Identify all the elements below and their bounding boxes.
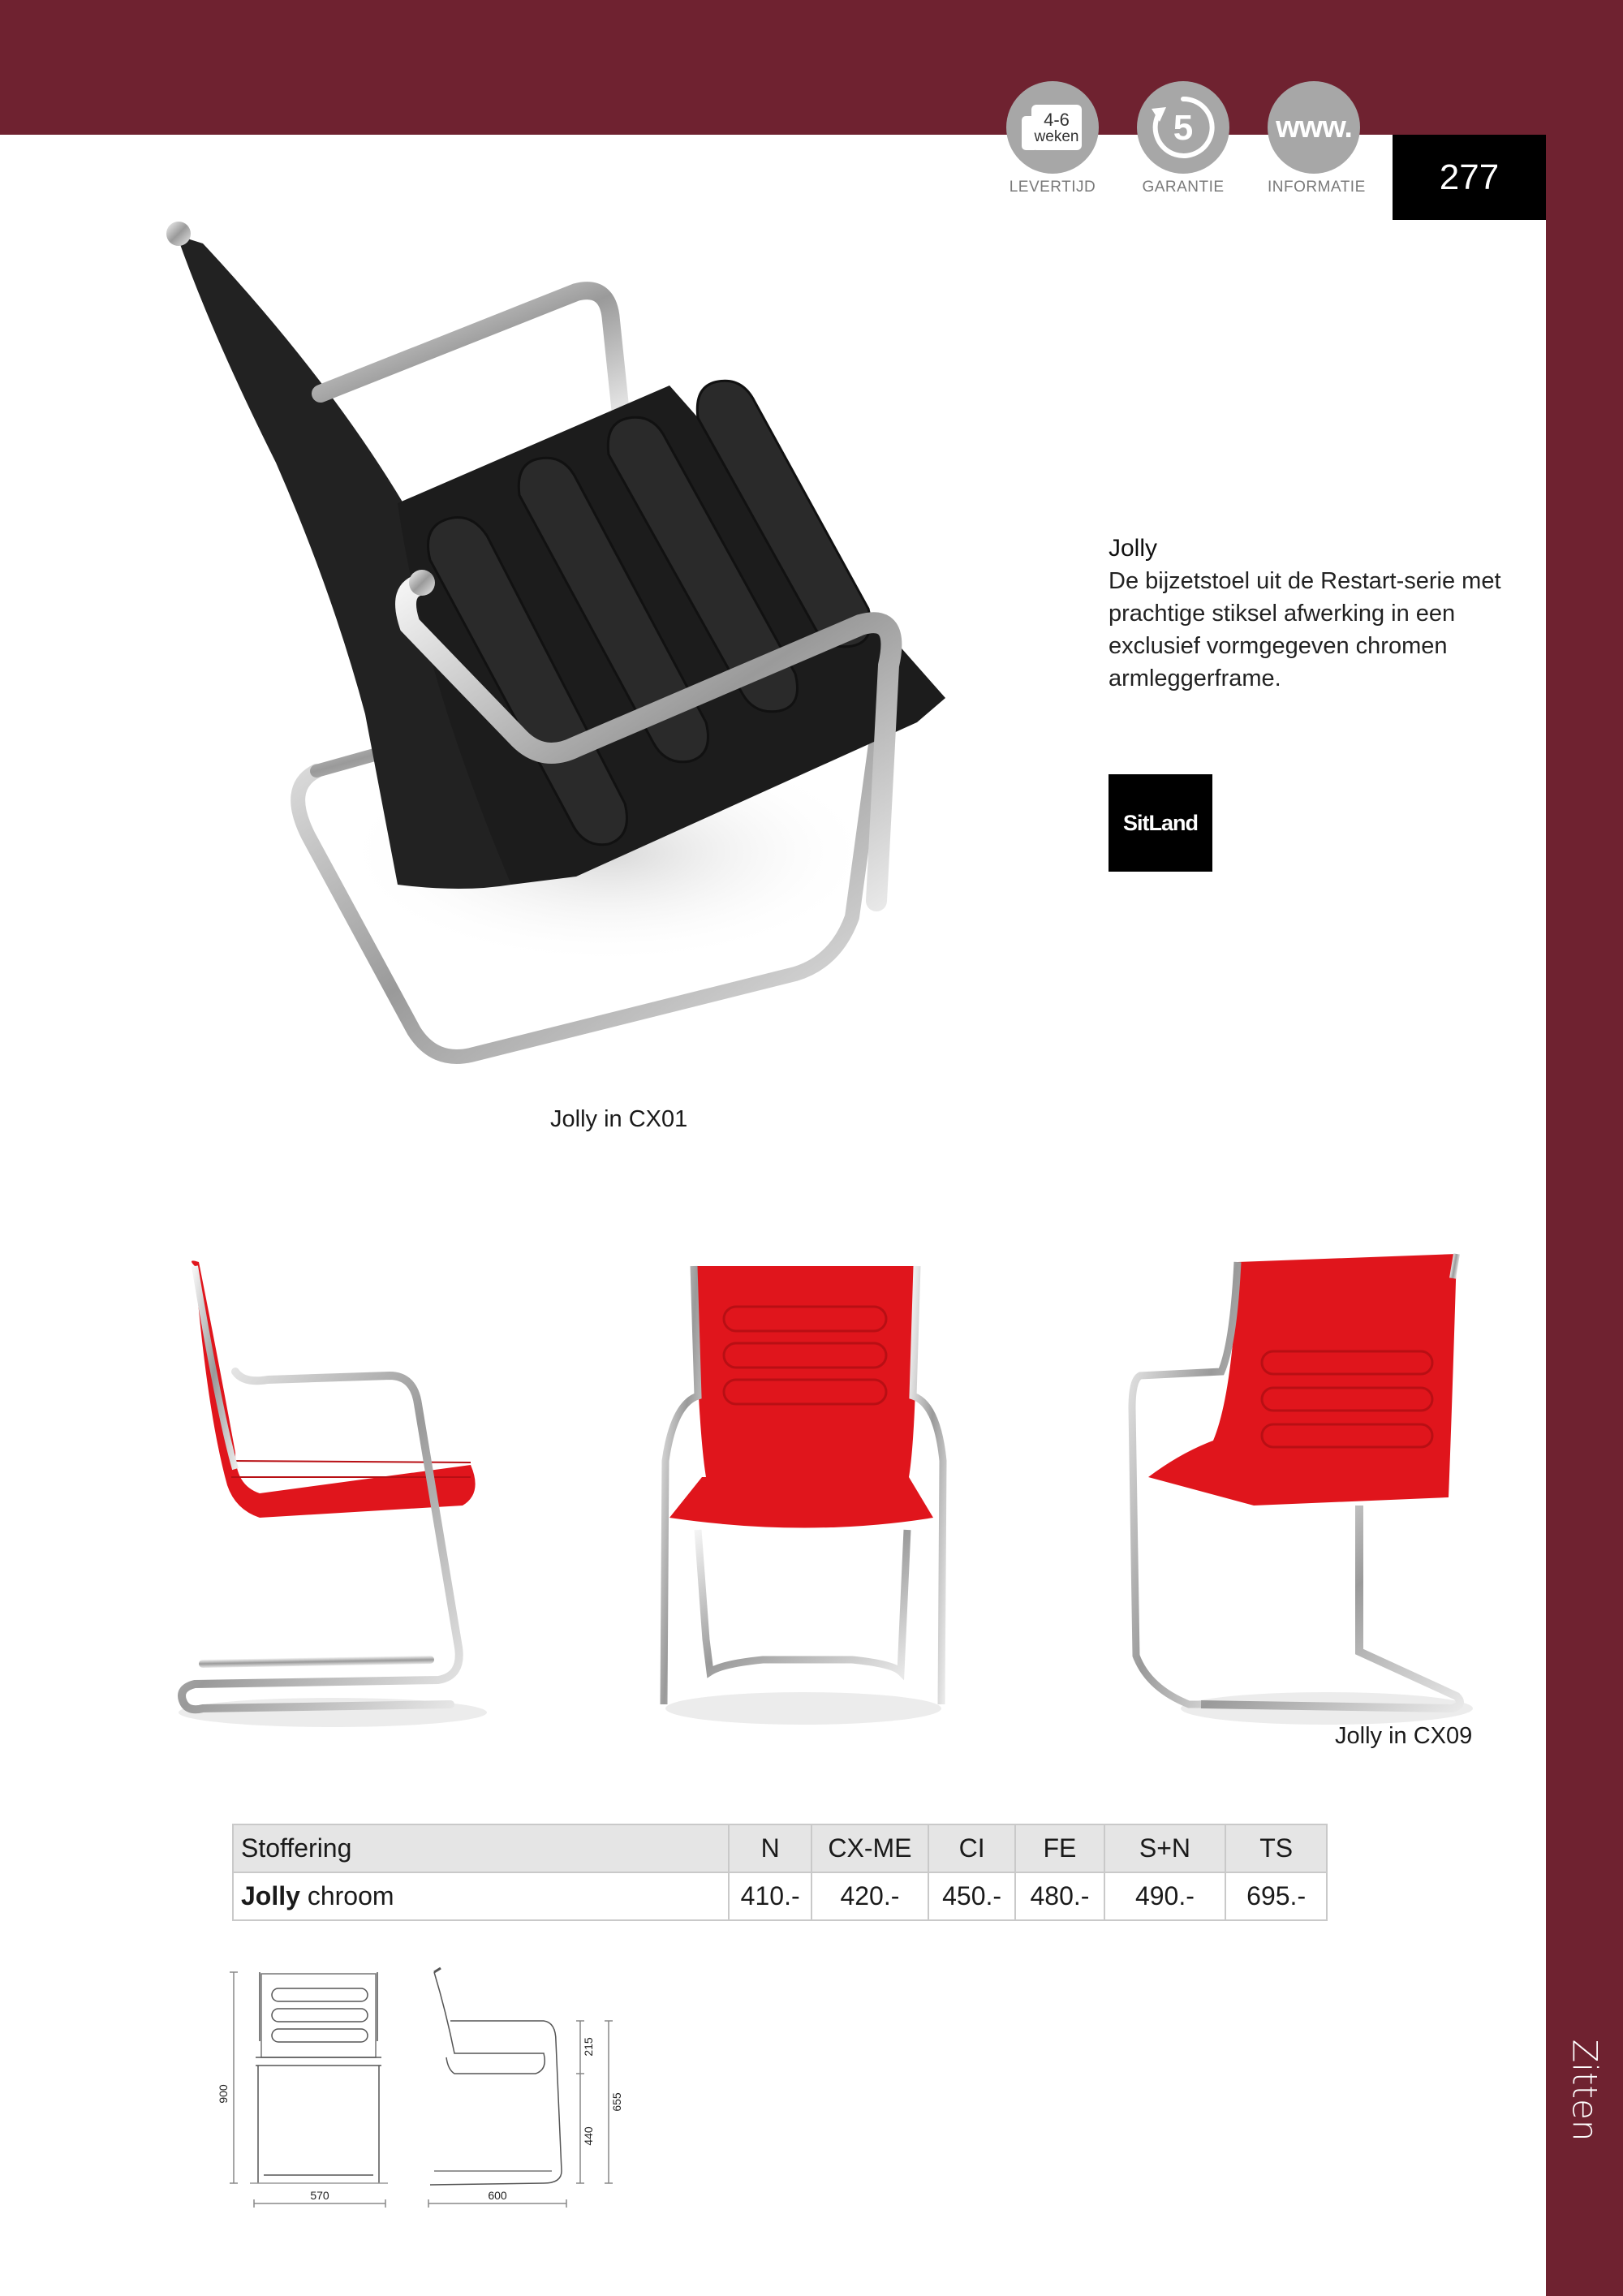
chair-photo-red-front (649, 1250, 958, 1729)
price-ts: 695.- (1225, 1872, 1327, 1920)
dim-seat-height: 440 (582, 2126, 595, 2146)
side-band (1546, 0, 1623, 2296)
badge-garantie (1137, 81, 1229, 196)
dim-armrest-height: 215 (582, 2037, 595, 2057)
page-number: 277 (1393, 135, 1546, 220)
badge-levertijd (1006, 81, 1099, 196)
dim-depth: 600 (488, 2189, 507, 2202)
header-ci: CI (928, 1824, 1015, 1872)
caption-thumbs: Jolly in CX09 (1335, 1723, 1473, 1749)
dim-arm-total-height: 655 (610, 2092, 623, 2112)
delivery-weeks-number: 4-6 (1044, 109, 1070, 130)
price-n: 410.- (729, 1872, 812, 1920)
dim-width: 570 (310, 2189, 329, 2202)
header-stoffering: Stoffering (233, 1824, 729, 1872)
technical-drawing (211, 1964, 633, 2216)
product-description: De bijzetstoel uit de Restart-serie met prachtige stiksel afwerking in een exclusief vormgegeven chromen armleggerframe. (1109, 568, 1501, 691)
section-label: Zitten (1565, 2039, 1604, 2141)
header-n: N (729, 1824, 812, 1872)
header-ts: TS (1225, 1824, 1327, 1872)
header-fe: FE (1015, 1824, 1104, 1872)
price-ci: 450.- (928, 1872, 1015, 1920)
dim-height: 900 (217, 2084, 230, 2104)
price-cx-me: 420.- (812, 1872, 928, 1920)
badge-label: LEVERTIJD (1009, 179, 1096, 196)
row-product-bold: Jolly (241, 1881, 300, 1910)
header-cx-me: CX-ME (812, 1824, 928, 1872)
product-title: Jolly (1109, 535, 1158, 562)
www-icon (1268, 81, 1360, 174)
caption-main: Jolly in CX01 (550, 1106, 688, 1132)
table-row (233, 1872, 1327, 1920)
top-band (0, 0, 1623, 135)
five-year-warranty-icon (1137, 81, 1229, 174)
badge-label: INFORMATIE (1268, 179, 1366, 196)
www-text: www. (1276, 110, 1352, 144)
row-product-name (233, 1872, 729, 1920)
chair-photo-red-back (1124, 1246, 1481, 1729)
badge-label: GARANTIE (1142, 179, 1225, 196)
chair-photo-black (154, 219, 1006, 1120)
brand-logo: SitLand (1109, 774, 1212, 872)
header-s-n: S+N (1104, 1824, 1226, 1872)
warranty-years: 5 (1173, 108, 1194, 148)
product-description-block (1109, 532, 1514, 695)
price-table (232, 1824, 1328, 1921)
chair-photo-red-side (170, 1250, 495, 1729)
row-product-rest: chroom (299, 1881, 394, 1910)
delivery-weeks-unit: weken (1034, 127, 1079, 145)
delivery-truck-icon (1006, 81, 1099, 174)
price-table-header (233, 1824, 1327, 1872)
badge-informatie (1268, 81, 1366, 196)
price-fe: 480.- (1015, 1872, 1104, 1920)
price-s-n: 490.- (1104, 1872, 1226, 1920)
